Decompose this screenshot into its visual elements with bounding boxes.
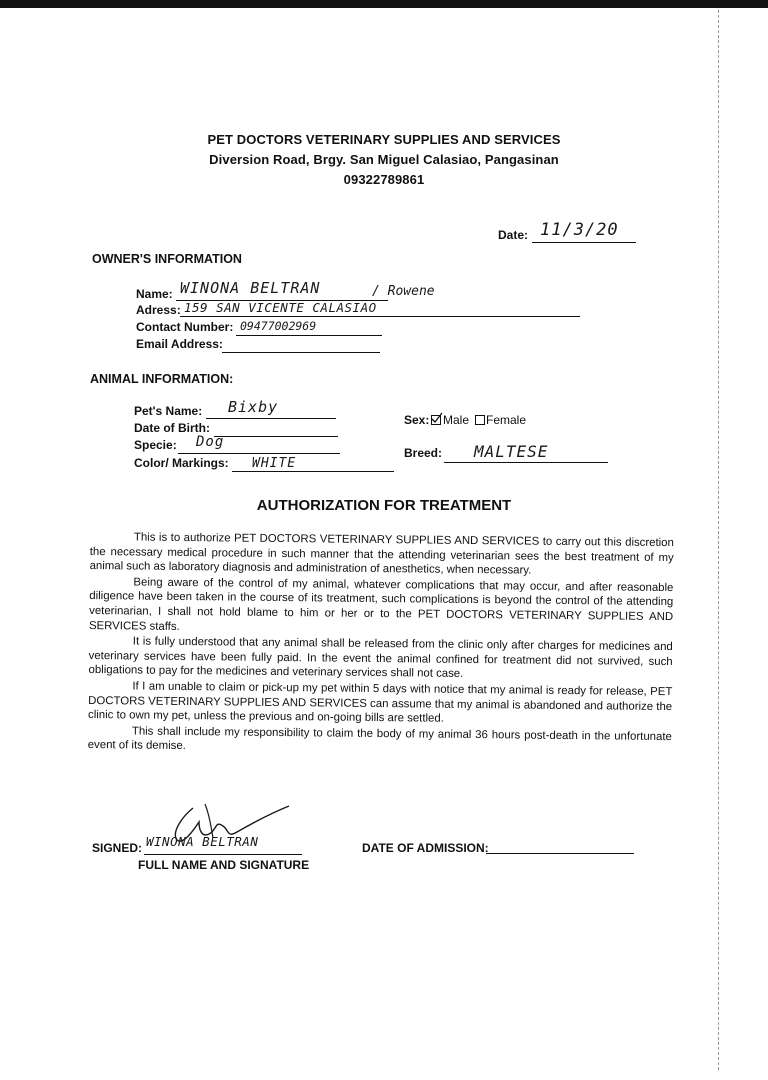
owner-address-value: 159 SAN VICENTE CALASIAO xyxy=(184,300,377,315)
signed-label: SIGNED: xyxy=(92,841,143,855)
admission-date-label: DATE OF ADMISSION: xyxy=(362,841,489,855)
sex-label: Sex: xyxy=(404,413,430,427)
dob-label: Date of Birth: xyxy=(134,421,210,435)
check-icon xyxy=(431,412,443,424)
authorization-paragraph-2: Being aware of the control of my animal, whatever complications that may occur, and after reasonable diligence have been taken in the course of its treatment, such complications is beyond the control of the attending veterinarian, I shall not hold blame to him or her or to the PET DOCTORS VETERINARY SUPPLIES AND SERVICES staffs. xyxy=(88,576,674,633)
owner-email-underline xyxy=(222,352,380,353)
color-label: Color/ Markings: xyxy=(134,456,229,470)
specie-value: Dog xyxy=(196,434,225,450)
scan-edge-line xyxy=(718,10,719,1070)
pet-name-underline xyxy=(206,418,336,419)
pet-name-value: Bixby xyxy=(228,398,279,416)
scan-top-border xyxy=(0,0,768,8)
authorization-paragraph-5: This shall include my responsibility to claim the body of my animal 36 hours post-death in the unfortunate event of its demise. xyxy=(87,725,672,753)
pet-name-label: Pet's Name: xyxy=(134,404,203,418)
animal-section-title: ANIMAL INFORMATION: xyxy=(90,372,234,386)
signature-caption: FULL NAME AND SIGNATURE xyxy=(138,858,310,872)
dob-underline xyxy=(214,436,338,437)
signed-underline xyxy=(144,854,302,855)
owner-address-label: Adress: xyxy=(136,303,181,317)
color-value: WHITE xyxy=(252,456,297,471)
owner-section-title: OWNER'S INFORMATION xyxy=(92,252,242,266)
sex-female-checkbox[interactable] xyxy=(475,415,485,425)
clinic-phone: 09322789861 xyxy=(343,172,425,187)
clinic-name: PET DOCTORS VETERINARY SUPPLIES AND SERVICES xyxy=(207,132,561,147)
sex-female-label: Female xyxy=(486,413,527,427)
date-value: 11/3/20 xyxy=(540,220,619,240)
owner-name-label: Name: xyxy=(136,287,173,301)
breed-underline xyxy=(444,462,608,463)
authorization-body xyxy=(88,530,674,760)
owner-contact-underline xyxy=(236,335,382,336)
owner-contact-label: Contact Number: xyxy=(136,320,234,334)
sex-male-label: Male xyxy=(443,413,470,427)
owner-contact-value: 09477002969 xyxy=(240,319,317,333)
signed-value: WINONA BELTRAN xyxy=(146,834,259,849)
specie-underline xyxy=(178,453,340,454)
owner-address-underline xyxy=(180,316,580,317)
owner-email-label: Email Address: xyxy=(136,337,223,351)
sex-male-checkbox[interactable] xyxy=(431,415,441,425)
owner-name-extra: / Rowene xyxy=(372,284,435,299)
authorization-title: AUTHORIZATION FOR TREATMENT xyxy=(256,497,512,514)
specie-label: Specie: xyxy=(134,438,177,452)
authorization-paragraph-3: It is fully understood that any animal shall be released from the clinic only after charges for medicines and veterinary services have been fully paid. In the event the animal confined for treatment did not survived, such obligations to pay for the medicines and veterinary services shall not case. xyxy=(88,635,673,681)
clinic-address: Diversion Road, Brgy. San Miguel Calasiao, Pangasinan xyxy=(209,152,559,167)
authorization-paragraph-1: This is to authorize PET DOCTORS VETERINARY SUPPLIES AND SERVICES to carry out this discretion the necessary medical procedure in such manner that the attending veterinarian sees the best treatment of my animal such as laboratory diagnosis and administration of anesthetics, when necessary. xyxy=(89,531,674,577)
admission-date-underline xyxy=(486,853,634,854)
color-underline xyxy=(232,471,394,472)
date-label: Date: xyxy=(498,228,529,242)
breed-value: MALTESE xyxy=(474,442,549,461)
owner-name-value: WINONA BELTRAN xyxy=(180,279,321,297)
authorization-paragraph-4: If I am unable to claim or pick-up my pet within 5 days with notice that my animal is ready for release, PET DOCTORS VETERINARY SUPPLIES AND SERVICES can assume that my animal is abandoned and authorize the clinic to own my pet, unless the previous and on-going bills are settled. xyxy=(87,680,673,725)
date-underline xyxy=(532,242,636,243)
breed-label: Breed: xyxy=(404,446,443,460)
